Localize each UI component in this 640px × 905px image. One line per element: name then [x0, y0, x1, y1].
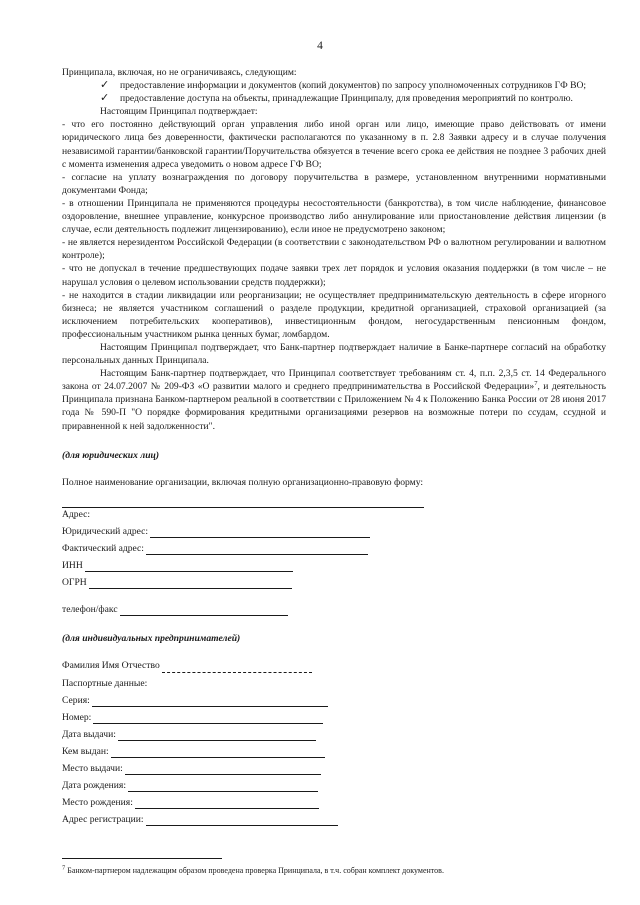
footnote-mark: 7 [62, 864, 66, 872]
checkmark-icon: ✓ [100, 79, 110, 92]
confirm-item: - что его постоянно действующий орган управления либо иной орган или лицо, имеющие право действовать от имени юридического лица без доверенности, фактически располагаются по указанному в п. 2.8 Заявки адресу и в случае получения независимой гарантии/банковской гарантии/Поручительства обязуется в течение всего срока ее действия не позднее 3 рабочих дней с момента изменения адреса уведомить о новом адресе ГФ ВО; [62, 119, 606, 170]
confirm-item: - не находится в стадии ликвидации или реорганизации; не осуществляет предпринимательскую деятельность в сфере игорного бизнеса; не является участником соглашений о разделе продукции, кредитной организацией, страховой организацией (за исключением потребительских кооперативов), инвестиционным фондом, негосударственным пенсионным фондом, профессиональным участником рынка ценных бумаг, ломбардом. [62, 289, 606, 340]
passport-series-field[interactable]: Серия: [62, 694, 606, 707]
confirm-item: - что не допускал в течение предшествующих подаче заявки трех лет порядок и условия оказания поддержки (в том числе – не нарушал условия о целевом использовании средств поддержки); [62, 263, 606, 288]
page-number: 4 [317, 40, 323, 52]
phone-fax-field[interactable]: телефон/факс [62, 603, 606, 616]
individual-entrepreneur-title: (для индивидуальных предпринимателей) [62, 633, 241, 645]
org-fullname-label: Полное наименование организации, включая полную организационно-правовую форму: [62, 476, 424, 488]
footnote-text: Банком-партнером надлежащим образом проведена проверка Принципала, в т.ч. собран комплект документов. [67, 866, 444, 875]
document-body [62, 66, 606, 826]
bank-confirmation-paragraph: Настоящим Банк-партнер подтверждает, что Принципал соответствует требованиям ст. 4, п.п. 2,3,5 ст. 14 Федерального закона от 24.07.2007 № 209-ФЗ «О развитии малого и среднего предпринимательства в Российской Федерации»$^7$, и деятельность Принципала признана Банком-партнером реальной в соответствии с Приложением № 4 к Положению Банка России от 28 июня 2017 года № 590-П "О порядке формирования кредитными организациями резервов на возможные потери по ссудам, ссудной и приравненной к ней задолженности". [62, 368, 607, 432]
checkmark-icon: ✓ [100, 92, 110, 105]
birth-place-field[interactable]: Место рождения: [62, 796, 606, 809]
issued-by-field[interactable]: Кем выдан: [62, 745, 606, 758]
legal-entity-title: (для юридических лиц) [62, 449, 160, 461]
legal-address-field[interactable]: Юридический адрес: [62, 525, 606, 538]
actual-address-field[interactable]: Фактический адрес: [62, 542, 606, 555]
footnote [62, 866, 606, 876]
birth-date-field[interactable]: Дата рождения: [62, 779, 606, 792]
confirm-item: - в отношении Принципала не применяются процедуры несостоятельности (банкротства), в том числе наблюдение, финансовое оздоровление, внешнее управление, конкурсное производство либо аннулирование или приостановление действия лицензии (в случае, если деятельность подлежит лицензированию), если иное не предусмотрено законом; [62, 197, 606, 236]
ogrn-field[interactable]: ОГРН [62, 576, 606, 589]
fio-field[interactable]: Фамилия Имя Отчество [62, 659, 606, 672]
confirm-item: - согласие на уплату вознаграждения по договору поручительства в размере, установленном внутренними нормативными документами Фонда; [62, 171, 606, 196]
passport-number-field[interactable]: Номер: [62, 711, 606, 724]
consent-paragraph: Настоящим Принципал подтверждает, что Банк-партнер подтверждает наличие в Банке-партнере согласий на обработку персональных данных Принципала. [62, 341, 606, 367]
confirm-heading: Настоящим Принципал подтверждает: [100, 106, 258, 118]
passport-label: Паспортные данные: [62, 677, 148, 689]
footnote-divider [62, 858, 222, 859]
registration-address-field[interactable]: Адрес регистрации: [62, 813, 606, 826]
org-fullname-field[interactable] [62, 495, 424, 508]
confirm-item: - не является нерезидентом Российской Федерации (в соответствии с законодательством РФ о валютном регулировании и валютном контроле); [62, 237, 606, 262]
obligation-list [62, 79, 606, 105]
address-label: Адрес: [62, 508, 91, 520]
inn-field[interactable]: ИНН [62, 559, 606, 572]
footnote-reference: 7 [534, 380, 538, 388]
list-item: ✓ предоставление информации и документов (копий документов) по запросу уполномоченных сотрудников ГФ ВО; [100, 79, 587, 92]
list-item: ✓ предоставление доступа на объекты, принадлежащие Принципалу, для проведения мероприятий по контролю. [100, 92, 573, 105]
issue-date-field[interactable]: Дата выдачи: [62, 728, 606, 741]
issue-place-field[interactable]: Место выдачи: [62, 762, 606, 775]
intro-line: Принципала, включая, но не ограничиваясь, следующим: [62, 67, 297, 78]
